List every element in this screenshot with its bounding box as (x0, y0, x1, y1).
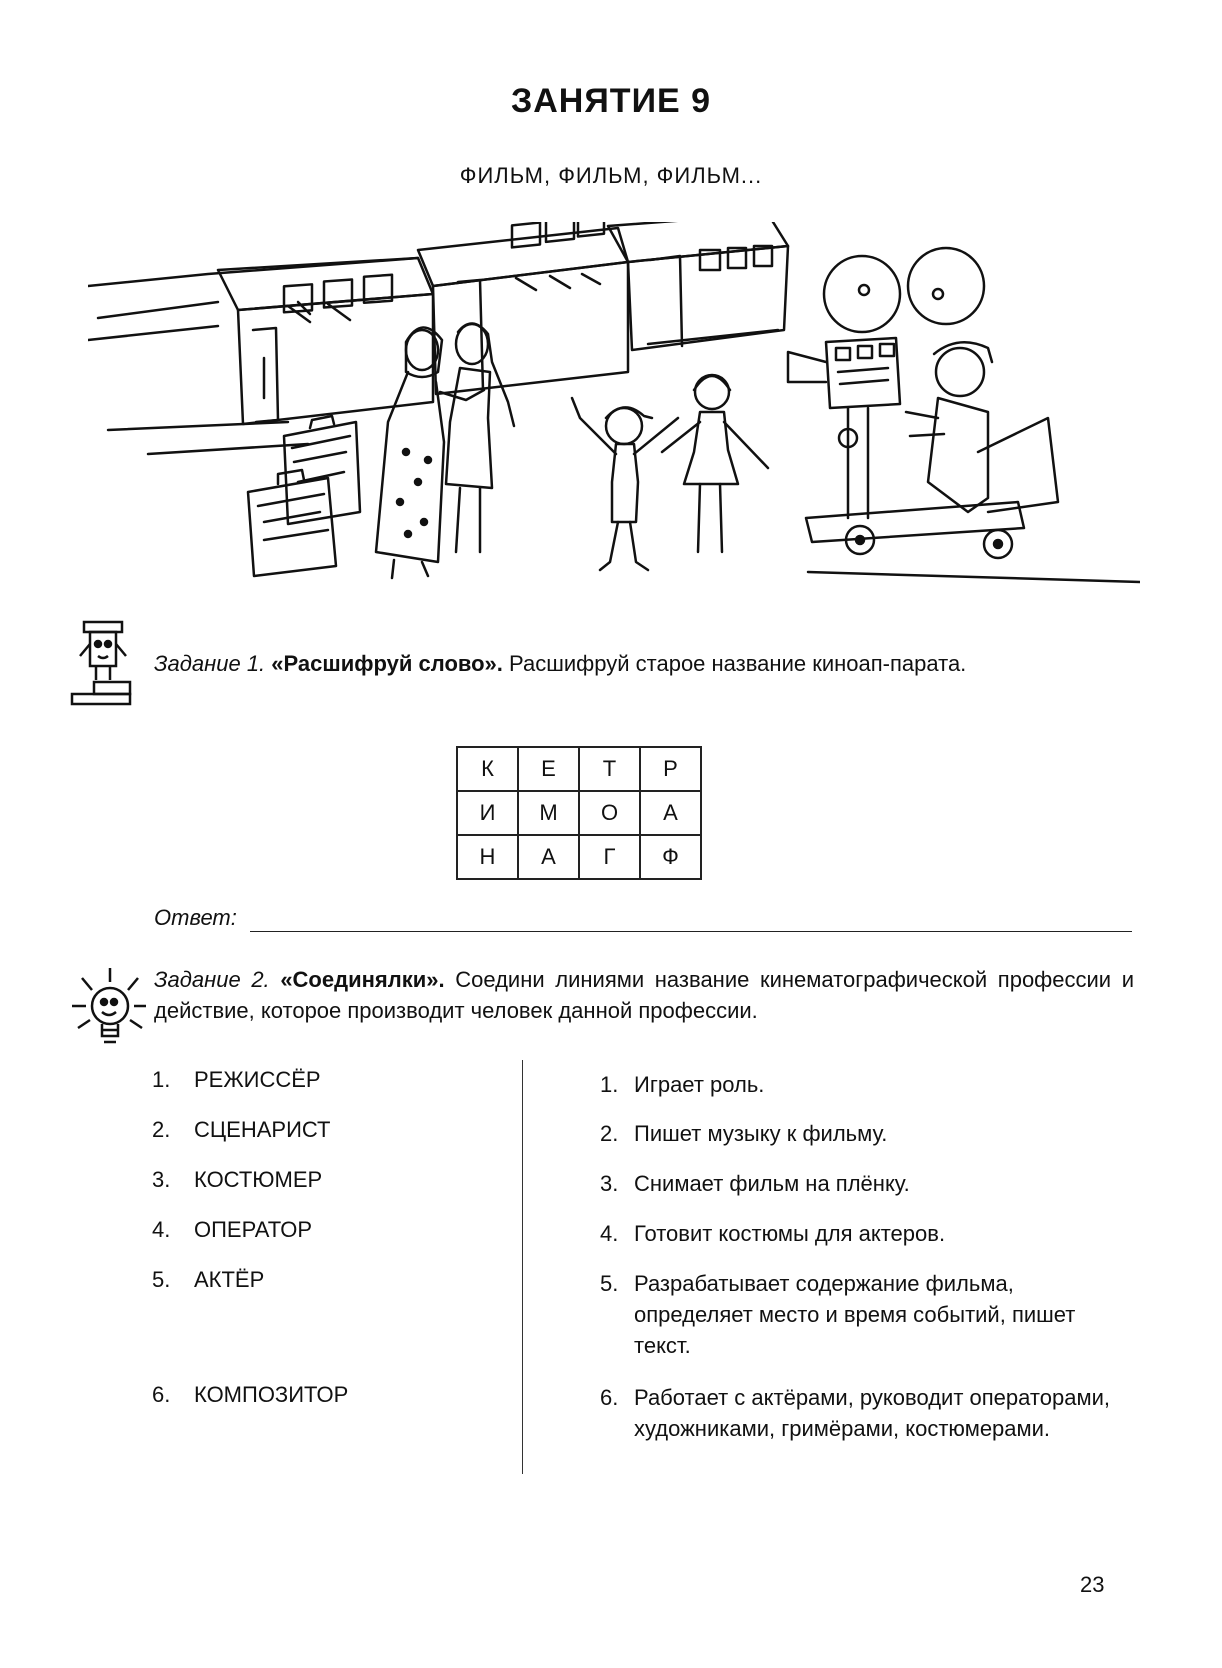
letter-grid (456, 746, 702, 880)
profession-item[interactable] (152, 1067, 321, 1093)
answer-label: Ответ: (154, 905, 237, 930)
action-text: Играет роль. (634, 1072, 765, 1097)
action-text: Снимает фильм на плёнку. (634, 1171, 910, 1196)
grid-cell: Н (457, 835, 518, 879)
action-num: 6. (600, 1385, 619, 1410)
profession-num: 1. (152, 1067, 171, 1092)
task2-name: «Соединялки». (280, 967, 445, 992)
page-title: ЗАНЯТИЕ 9 (510, 82, 712, 120)
train-wagon-1 (218, 258, 433, 424)
profession-text: ОПЕРАТОР (194, 1217, 312, 1242)
grid-cell: О (579, 791, 640, 835)
lightbulb-icon (70, 964, 146, 1056)
hugging-women (376, 323, 514, 578)
grid-cell: Ф (640, 835, 701, 879)
profession-num: 3. (152, 1167, 171, 1192)
task1-name: «Расшифруй слово». (271, 651, 503, 676)
task2-instructions: Соедини линиями название кинематографической профессии и действие, которое производит человек данной профессии. (154, 967, 1135, 1023)
grid-cell: Р (640, 747, 701, 791)
grid-cell: К (457, 747, 518, 791)
profession-text: КОСТЮМЕР (194, 1167, 323, 1192)
profession-text: КОМПОЗИТОР (194, 1382, 349, 1407)
profession-item[interactable] (152, 1217, 312, 1243)
action-num: 3. (600, 1171, 619, 1196)
action-num: 1. (600, 1072, 619, 1097)
film-camera (788, 248, 1140, 582)
grid-cell: А (518, 835, 579, 879)
profession-num: 2. (152, 1117, 171, 1142)
action-item[interactable] (600, 1268, 1130, 1361)
profession-text: АКТЁР (194, 1267, 265, 1292)
action-item[interactable] (600, 1118, 1130, 1149)
task1-instructions: Расшифруй старое название киноап-парата. (509, 651, 967, 676)
profession-item[interactable] (152, 1267, 264, 1293)
page-subtitle: ФИЛЬМ, ФИЛЬМ, ФИЛЬМ... (459, 163, 763, 188)
suitcases (248, 416, 360, 576)
robot-helper-icon (70, 614, 136, 706)
action-item[interactable] (600, 1382, 1130, 1444)
action-text: Готовит костюмы для актеров. (634, 1221, 946, 1246)
profession-item[interactable] (152, 1117, 330, 1143)
action-item[interactable] (600, 1218, 1130, 1249)
task2-label: Задание 2. (154, 967, 270, 992)
waving-boy (572, 398, 678, 570)
grid-cell: М (518, 791, 579, 835)
grid-cell: Е (518, 747, 579, 791)
cameraman (906, 342, 1058, 512)
action-text: Пишет музыку к фильму. (634, 1121, 888, 1146)
action-num: 2. (600, 1121, 619, 1146)
action-text: Работает с актёрами, руководит операторами, художниками, гримёрами, костюмерами. (634, 1385, 1110, 1441)
task1-text (154, 648, 1134, 679)
film-set-illustration (88, 222, 1140, 618)
profession-text: РЕЖИССЁР (194, 1067, 321, 1092)
girl (662, 375, 768, 552)
profession-num: 6. (152, 1382, 171, 1407)
answer-line[interactable] (250, 931, 1132, 932)
profession-num: 5. (152, 1267, 171, 1292)
page-number: 23 (1080, 1572, 1105, 1597)
profession-item[interactable] (152, 1167, 322, 1193)
grid-cell: Т (579, 747, 640, 791)
grid-cell: И (457, 791, 518, 835)
grid-cell: А (640, 791, 701, 835)
task1-label: Задание 1. (154, 651, 266, 676)
profession-item[interactable] (152, 1382, 348, 1408)
profession-num: 4. (152, 1217, 171, 1242)
action-num: 5. (600, 1271, 619, 1296)
profession-text: СЦЕНАРИСТ (194, 1117, 331, 1142)
action-num: 4. (600, 1221, 619, 1246)
grid-cell: Г (579, 835, 640, 879)
action-text: Разрабатывает содержание фильма, определяет место и время событий, пишет текст. (634, 1271, 1076, 1358)
column-divider (522, 1060, 523, 1474)
train-wagon-2 (418, 222, 628, 394)
task2-text (154, 964, 1134, 1026)
action-item[interactable] (600, 1168, 1130, 1199)
action-item[interactable] (600, 1069, 1130, 1100)
